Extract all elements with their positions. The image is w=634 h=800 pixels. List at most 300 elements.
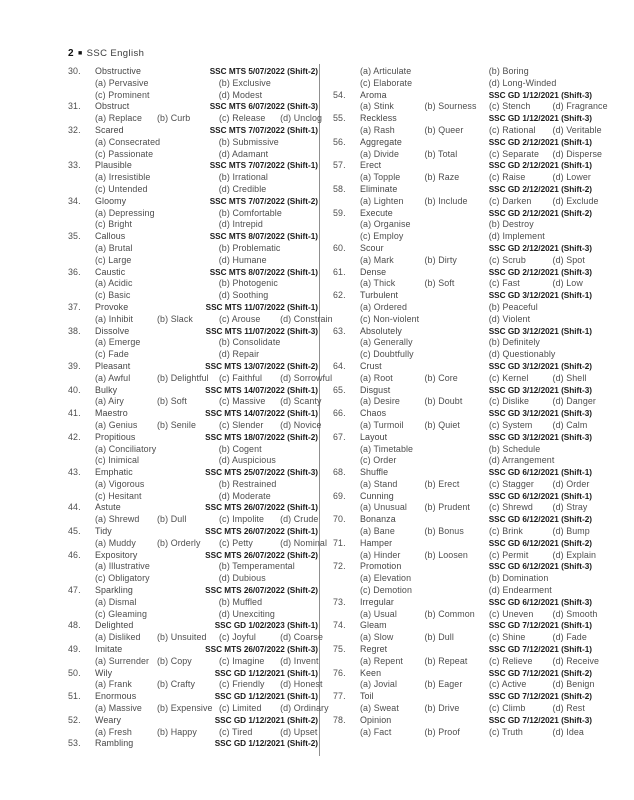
question-word: Promotion [360, 561, 402, 572]
question-options [360, 444, 592, 468]
question-item [68, 125, 318, 160]
question-options [95, 597, 318, 621]
question-head [68, 715, 318, 727]
option-letter: (c) [218, 703, 230, 714]
question-word: Provoke [95, 301, 129, 312]
option-c: (c) Employ [360, 231, 404, 242]
option-letter: (d) [218, 455, 230, 466]
question-head [68, 467, 318, 479]
question-options [95, 396, 322, 408]
option-d: (d) Humane [218, 254, 267, 265]
option-a: (a) Organise [360, 219, 411, 230]
option-letter: (b) [424, 148, 436, 159]
question-number: 37. [68, 301, 81, 312]
option-c: (c) Slender [218, 419, 264, 430]
right-column [333, 66, 608, 738]
question-item [68, 432, 318, 467]
question-head [333, 668, 592, 680]
option-letter: (a) [95, 561, 107, 572]
question-item [333, 715, 592, 739]
option-letter: (d) [552, 679, 564, 690]
question-number: 38. [68, 325, 81, 336]
question-number: 30. [68, 66, 81, 76]
option-letter: (b) [218, 337, 230, 348]
question-number: 70. [333, 514, 346, 525]
option-b: (b) Delightful [156, 372, 209, 383]
question-word: Expository [95, 549, 138, 560]
option-a: (a) Conciliatory [95, 443, 157, 454]
question-head [68, 267, 318, 279]
option-letter: (b) [156, 372, 169, 383]
option-b: (b) Loosen [424, 549, 468, 560]
option-b: (b) Orderly [156, 537, 201, 548]
option-letter: (b) [218, 136, 230, 147]
question-source: SSC MTS 7/07/2022 (Shift-1) [209, 125, 318, 135]
option-d: (d) Nominal [280, 537, 328, 548]
question-source: SSC GD 7/12/2021 (Shift-2) [488, 668, 592, 678]
question-options [95, 537, 328, 550]
question-source: SSC MTS 18/07/2022 (Shift-2) [205, 432, 318, 442]
option-a: (a) Thick [360, 278, 396, 289]
option-letter: (d) [552, 254, 564, 265]
question-word: Aggregate [360, 136, 402, 147]
question-head [68, 231, 318, 243]
option-b: (b) Temperamental [218, 561, 295, 572]
option-b: (b) Happy [156, 726, 197, 737]
option-letter: (b) [488, 219, 500, 230]
question-head [333, 408, 592, 420]
option-letter: (b) [424, 195, 436, 206]
option-letter: (a) [95, 337, 107, 348]
option-c: (c) Passionate [95, 148, 154, 159]
option-letter: (c) [488, 172, 500, 183]
question-word: Reckless [360, 113, 397, 124]
question-number: 45. [68, 526, 81, 537]
option-letter: (d) [280, 679, 292, 690]
question-item [68, 231, 318, 266]
question-source: SSC GD 1/12/2021 (Shift-1) [214, 668, 318, 678]
option-letter: (b) [156, 703, 169, 714]
option-letter: (a) [95, 396, 107, 407]
question-source: SSC GD 7/12/2021 (Shift-2) [488, 692, 592, 702]
option-letter: (c) [488, 608, 500, 619]
question-source: SSC GD 3/12/2021 (Shift-3) [488, 432, 592, 442]
option-letter: (c) [360, 231, 371, 242]
question-number: 53. [68, 738, 81, 749]
option-c: (c) Active [488, 679, 527, 690]
question-number: 56. [333, 136, 346, 147]
option-a: (a) Mark [360, 254, 394, 265]
option-a: (a) Muddy [95, 537, 136, 548]
option-letter: (d) [218, 183, 230, 194]
option-letter: (a) [360, 219, 372, 230]
question-number: 33. [68, 160, 81, 171]
option-letter: (d) [488, 313, 500, 324]
option-b: (b) Problematic [218, 242, 281, 253]
option-letter: (b) [424, 679, 436, 690]
question-source: SSC MTS 14/07/2022 (Shift-1) [205, 409, 318, 419]
option-letter: (b) [156, 113, 169, 124]
option-letter: (b) [156, 726, 169, 737]
option-letter: (a) [95, 655, 107, 666]
question-head [333, 90, 592, 102]
option-letter: (a) [360, 66, 372, 76]
question-word: Shuffle [360, 467, 389, 478]
option-letter: (d) [280, 113, 292, 124]
question-options [360, 124, 602, 137]
option-a: (a) Genius [95, 419, 138, 430]
option-a: (a) Turmoil [360, 419, 404, 430]
option-a: (a) Depressing [95, 207, 155, 218]
question-item [333, 467, 592, 491]
option-letter: (b) [488, 337, 500, 348]
question-options [360, 632, 592, 644]
question-item [333, 384, 596, 409]
question-head [333, 361, 592, 373]
question-word: Maestro [95, 408, 128, 419]
option-letter: (d) [488, 349, 500, 360]
option-d: (d) Veritable [552, 124, 602, 135]
option-c: (c) Fade [95, 349, 129, 360]
option-b: (b) Include [424, 195, 468, 206]
question-options [95, 208, 318, 232]
option-d: (d) Fade [552, 632, 587, 643]
option-letter: (b) [424, 502, 436, 513]
option-letter: (a) [360, 254, 372, 265]
option-d: (d) Smooth [552, 608, 598, 619]
question-head [333, 137, 592, 149]
question-source: SSC GD 2/12/2021 (Shift-1) [488, 161, 592, 171]
option-letter: (a) [360, 502, 372, 513]
option-letter: (a) [95, 726, 107, 737]
option-letter: (b) [488, 301, 500, 312]
page-header [68, 48, 144, 59]
option-d: (d) Modest [218, 89, 263, 100]
option-d: (d) Implement [488, 231, 545, 242]
option-letter: (d) [488, 231, 500, 242]
option-c: (c) Stench [488, 101, 531, 112]
option-d: (d) Idea [552, 726, 584, 737]
option-d: (d) Novice [280, 419, 322, 430]
option-letter: (d) [552, 549, 564, 560]
option-d: (d) Shell [552, 372, 587, 383]
option-letter: (b) [424, 396, 436, 407]
option-b: (b) Submissive [218, 136, 279, 147]
option-a: (a) Massive [95, 703, 142, 714]
option-letter: (c) [95, 183, 106, 194]
option-letter: (b) [424, 372, 436, 383]
question-source: SSC GD 1/12/2021 (Shift-3) [488, 90, 592, 100]
option-letter: (a) [360, 526, 372, 537]
option-d: (d) Intrepid [218, 219, 263, 230]
question-item [333, 243, 592, 267]
option-letter: (b) [218, 207, 230, 218]
question-options [360, 420, 592, 432]
question-item [68, 667, 323, 692]
option-a: (a) Desire [360, 396, 400, 407]
option-c: (c) Joyful [218, 632, 256, 643]
option-letter: (d) [280, 655, 292, 666]
option-a: (a) Usual [360, 608, 397, 619]
option-letter: (d) [552, 124, 564, 135]
option-letter: (a) [360, 301, 372, 312]
option-a: (a) Stand [360, 478, 398, 489]
question-source: SSC GD 6/12/2021 (Shift-3) [488, 562, 592, 572]
option-d: (d) Endearment [488, 585, 552, 596]
question-source: SSC MTS 7/07/2022 (Shift-2) [209, 196, 318, 206]
question-word: Callous [95, 231, 126, 242]
question-number: 64. [333, 360, 346, 371]
option-letter: (a) [95, 596, 107, 607]
option-letter: (d) [218, 148, 230, 159]
question-number: 62. [333, 290, 346, 301]
option-d: (d) Fragrance [552, 101, 608, 112]
option-a: (a) Topple [360, 172, 401, 183]
option-letter: (a) [360, 195, 372, 206]
question-source: SSC GD 1/02/2023 (Shift-1) [214, 621, 318, 631]
question-source: SSC MTS 8/07/2022 (Shift-1) [209, 232, 318, 242]
question-source: SSC GD 1/12/2021 (Shift-2) [214, 715, 318, 725]
option-a: (a) Pervasive [95, 77, 149, 88]
question-source: SSC GD 6/12/2021 (Shift-3) [488, 597, 592, 607]
question-head [333, 491, 592, 503]
option-a: (a) Awful [95, 372, 131, 383]
question-head [333, 691, 592, 703]
question-options [95, 632, 323, 644]
question-item [333, 620, 592, 644]
option-letter: (b) [156, 537, 169, 548]
option-c: (c) Kernel [488, 372, 529, 383]
option-letter: (d) [280, 514, 292, 525]
question-options [360, 502, 592, 514]
option-letter: (d) [280, 703, 292, 714]
option-c: (c) Relieve [488, 655, 533, 666]
question-head [333, 160, 592, 172]
option-c: (c) Basic [95, 290, 131, 301]
option-letter: (a) [360, 337, 372, 348]
option-letter: (b) [156, 679, 169, 690]
question-options [95, 656, 318, 668]
option-letter: (a) [95, 77, 107, 88]
option-letter: (c) [218, 372, 230, 383]
column-divider [319, 64, 320, 756]
option-letter: (c) [95, 608, 106, 619]
question-number: 52. [68, 714, 81, 725]
option-letter: (d) [218, 573, 230, 584]
option-c: (c) Order [360, 455, 397, 466]
question-head [333, 290, 592, 302]
option-c: (c) Release [218, 113, 266, 124]
option-letter: (b) [424, 632, 436, 643]
question-options [360, 172, 592, 184]
question-source: SSC GD 2/12/2021 (Shift-3) [488, 243, 592, 253]
option-d: (d) Exclude [552, 195, 599, 206]
question-word: Propitious [95, 431, 136, 442]
option-letter: (d) [280, 632, 292, 643]
question-head [68, 160, 318, 172]
question-word: Irregular [360, 596, 394, 607]
question-source: SSC MTS 7/07/2022 (Shift-1) [209, 161, 318, 171]
question-item [68, 326, 318, 361]
option-letter: (b) [424, 254, 436, 265]
option-letter: (c) [218, 419, 230, 430]
question-number: 50. [68, 667, 81, 678]
option-b: (b) Dull [424, 632, 454, 643]
option-b: (b) Doubt [424, 396, 463, 407]
question-number: 36. [68, 266, 81, 277]
option-letter: (d) [280, 537, 292, 548]
option-letter: (d) [552, 632, 564, 643]
question-word: Obstruct [95, 101, 130, 112]
option-b: (b) Raze [424, 172, 460, 183]
option-letter: (c) [95, 254, 106, 265]
option-letter: (d) [280, 313, 292, 324]
question-item [333, 537, 597, 562]
option-a: (a) Slow [360, 632, 394, 643]
question-item [68, 301, 333, 326]
question-source: SSC GD 1/12/2021 (Shift-1) [214, 692, 318, 702]
option-c: (c) Friendly [218, 679, 265, 690]
option-d: (d) Unexciting [218, 608, 275, 619]
question-number: 46. [68, 549, 81, 560]
question-source: SSC GD 6/12/2021 (Shift-1) [488, 468, 592, 478]
question-head [333, 267, 592, 279]
option-letter: (c) [95, 490, 106, 501]
question-word: Toil [360, 691, 374, 702]
option-letter: (a) [95, 632, 107, 643]
option-letter: (c) [488, 526, 500, 537]
option-letter: (d) [488, 455, 500, 466]
option-c: (c) Scrub [488, 254, 526, 265]
option-a: (a) Replace [95, 113, 142, 124]
page-title: SSC English [86, 48, 145, 59]
option-letter: (c) [95, 219, 106, 230]
option-letter: (a) [95, 113, 107, 124]
question-word: Absolutely [360, 325, 402, 336]
question-word: Rambling [95, 738, 134, 749]
option-letter: (b) [218, 172, 230, 183]
question-word: Keen [360, 667, 382, 678]
option-letter: (d) [218, 490, 230, 501]
option-b: (b) Common [424, 608, 475, 619]
question-item [68, 384, 322, 409]
question-word: Aroma [360, 89, 387, 100]
option-d: (d) Disperse [552, 148, 603, 159]
option-letter: (a) [360, 148, 372, 159]
question-source: SSC GD 7/12/2021 (Shift-3) [488, 715, 592, 725]
option-c: (c) Fast [488, 278, 520, 289]
page-number: 2 [68, 48, 74, 59]
question-number: 43. [68, 467, 81, 478]
option-letter: (c) [95, 89, 106, 100]
question-head [68, 302, 318, 314]
question-word: Opinion [360, 714, 392, 725]
question-options [95, 727, 318, 739]
question-options [360, 703, 592, 715]
question-word: Chaos [360, 408, 387, 419]
question-number: 63. [333, 325, 346, 336]
option-letter: (d) [552, 655, 564, 666]
question-number: 71. [333, 537, 346, 548]
question-source: SSC MTS 26/07/2022 (Shift-1) [205, 503, 318, 513]
option-c: (c) Large [95, 254, 132, 265]
option-letter: (d) [218, 290, 230, 301]
question-item [333, 136, 603, 161]
option-d: (d) Long-Winded [488, 77, 557, 88]
option-letter: (a) [360, 172, 372, 183]
option-letter: (b) [156, 396, 169, 407]
option-d: (d) Credible [218, 183, 267, 194]
option-c: (c) Untended [95, 183, 148, 194]
question-item [68, 691, 329, 715]
question-source: SSC GD 6/12/2021 (Shift-1) [488, 491, 592, 501]
option-d: (d) Arrangement [488, 455, 555, 466]
question-word: Execute [360, 207, 393, 218]
question-item [333, 644, 600, 668]
question-source: SSC GD 7/12/2021 (Shift-1) [488, 621, 592, 631]
question-head [68, 361, 318, 373]
question-head [68, 66, 318, 78]
question-number: 72. [333, 561, 346, 572]
question-number: 49. [68, 644, 81, 655]
option-b: (b) Quiet [424, 419, 460, 430]
option-b: (b) Dull [156, 514, 187, 525]
question-word: Hamper [360, 537, 393, 548]
option-c: (c) Shrewd [488, 502, 533, 513]
question-head [333, 184, 592, 196]
question-options [95, 372, 333, 385]
question-number: 55. [333, 113, 346, 124]
question-number: 60. [333, 242, 346, 253]
option-letter: (b) [156, 632, 169, 643]
option-letter: (b) [424, 726, 436, 737]
option-b: (b) Expensive [156, 703, 213, 714]
option-c: (c) Bright [95, 219, 133, 230]
left-column [68, 66, 333, 750]
question-options [360, 278, 592, 290]
question-number: 31. [68, 101, 81, 112]
option-letter: (c) [488, 632, 500, 643]
question-source: SSC GD 1/12/2021 (Shift-3) [488, 114, 592, 124]
option-a: (a) Repent [360, 655, 403, 666]
question-options [360, 148, 603, 161]
option-a: (a) Inhibit [95, 313, 134, 324]
option-c: (c) Doubtfully [360, 349, 414, 360]
option-letter: (c) [95, 455, 106, 466]
option-letter: (b) [218, 77, 230, 88]
option-letter: (a) [95, 679, 107, 690]
question-source: SSC GD 2/12/2021 (Shift-1) [488, 137, 592, 147]
question-word: Astute [95, 502, 121, 513]
question-options [95, 243, 318, 267]
option-a: (a) Vigorous [95, 478, 145, 489]
question-item [333, 113, 602, 137]
option-letter: (d) [218, 254, 230, 265]
question-word: Emphatic [95, 467, 133, 478]
option-letter: (b) [156, 419, 169, 430]
question-number: 68. [333, 467, 346, 478]
option-letter: (b) [424, 703, 436, 714]
option-letter: (b) [218, 561, 230, 572]
question-word: Turbulent [360, 290, 399, 301]
option-letter: (c) [488, 148, 500, 159]
option-letter: (c) [488, 478, 500, 489]
question-options [360, 526, 592, 538]
option-letter: (c) [218, 537, 230, 548]
option-letter: (c) [488, 502, 500, 513]
option-letter: (d) [552, 419, 564, 430]
option-d: (d) Receive [552, 655, 600, 666]
